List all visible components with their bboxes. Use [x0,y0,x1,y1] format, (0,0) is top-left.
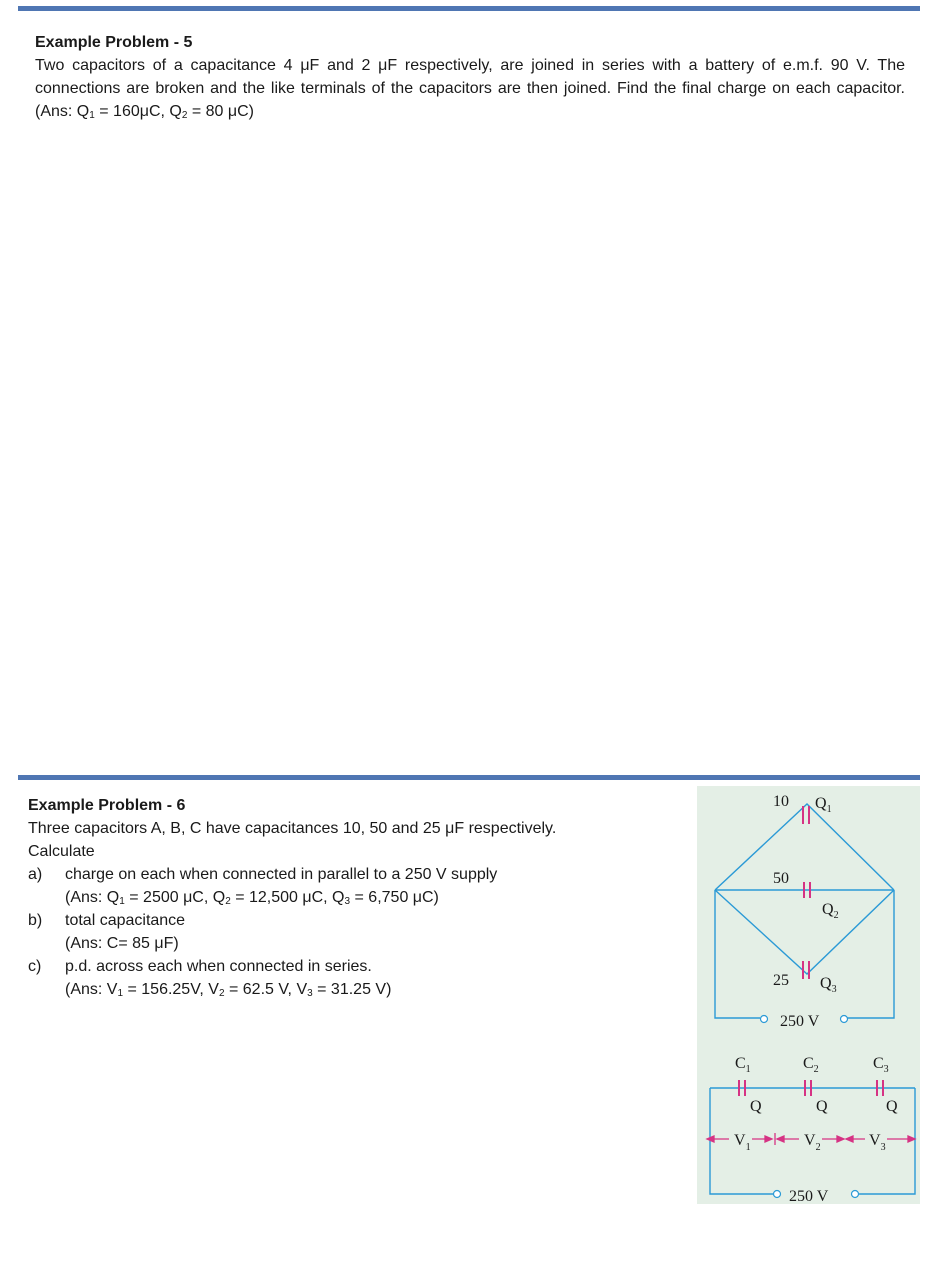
ans-v3: V [296,981,308,998]
wire-bottom [715,890,894,974]
series-labels [734,1055,898,1204]
series-terminal-left [774,1191,781,1198]
ans-q2-sub: 2 [225,896,231,907]
section-divider [18,775,920,780]
ans-q2-value: = 12,500 μC, [230,889,333,906]
ans-v1-value: = 156.25V, [123,981,209,998]
label-10: 10 [773,793,789,810]
ans-q3-value: = 6,750 μC) [350,889,439,906]
item-answer [65,886,668,909]
label-v1 [734,1132,751,1153]
supply-250v-series: 250 V [789,1188,829,1204]
item-text: charge on each when connected in parallel to a 250 V supply [65,866,498,883]
label-q1 [815,795,832,815]
parallel-labels [761,793,848,1030]
v1: V [734,1132,746,1149]
label-c3 [873,1055,889,1075]
v3: V [869,1132,881,1149]
v1-sub: 1 [745,1142,751,1153]
v1-arrowhead-right [765,1136,772,1142]
c1: C [735,1055,746,1072]
q2-sub: 2 [833,910,839,921]
ans-v2-value: = 62.5 V, [224,981,297,998]
label-q-3: Q [886,1098,898,1115]
ans-q1-sub: 1 [89,110,95,121]
problem-6-item-a [28,863,668,909]
c2: C [803,1055,814,1072]
problem-6-item-c [28,955,668,1001]
item-text: p.d. across each when connected in series. [65,958,372,975]
ans-v1-sub: 1 [117,988,124,999]
ans-v3-sub: 3 [307,988,313,999]
label-50: 50 [773,870,789,887]
ans-prefix: (Ans: [65,981,107,998]
ans-v1: V [106,981,118,998]
label-25: 25 [773,972,789,989]
example-problem-6 [28,794,668,1001]
c3: C [873,1055,884,1072]
ans-q1-sub: 1 [119,896,125,907]
item-answer: (Ans: C= 85 μF) [65,935,179,952]
label-q-2: Q [816,1098,828,1115]
example-problem-5 [35,31,905,123]
ans-q2-sub: 2 [181,110,188,121]
v3-arrowhead-right [908,1136,915,1142]
ans-v2: V [208,981,219,998]
label-v2 [804,1132,821,1153]
circuit-diagram [697,786,920,1204]
q3-sub: 3 [831,984,837,995]
problem-6-intro: Three capacitors A, B, C have capacitances 10, 50 and 25 μF respectively. [28,820,557,837]
ans-q1-value: = 160μC, [94,103,170,120]
v2-arrowhead-right [837,1136,844,1142]
series-terminal-right [852,1191,859,1198]
problem-5-statement: Two capacitors of a capacitance 4 μF and 2 μF respectively, are joined in series with a battery of e.m.f. 90 V. The connections are broken and the like terminals of the capacitors are then joined. Find the final charge on each capacitor. (Ans: [35,57,905,120]
supply-250v-parallel: 250 V [780,1013,820,1030]
v3-sub: 3 [880,1142,886,1153]
v2-sub: 2 [815,1142,821,1153]
ans-q3-sub: 3 [344,896,351,907]
label-q-1: Q [750,1098,762,1115]
label-q2 [822,901,839,921]
v2: V [804,1132,816,1149]
ans-q1-label: Q [76,103,90,120]
ans-q1-value: = 2500 μC, [124,889,213,906]
v1-arrowhead-left [707,1136,714,1142]
label-c1 [735,1055,751,1075]
q2: Q [822,901,834,918]
terminal-right [841,1016,848,1023]
parallel-plates [803,806,810,979]
circuit-figure [697,786,920,1204]
ans-q3: Q [332,889,345,906]
label-q3 [820,975,837,995]
top-divider [18,6,920,11]
label-v3 [869,1132,886,1153]
label-c2 [803,1055,819,1075]
q1: Q [815,795,827,812]
c3-sub: 3 [883,1064,889,1075]
terminal-left [761,1016,768,1023]
ans-v2-sub: 2 [218,988,225,999]
wire-left-return [715,890,760,1018]
item-label: b) [28,912,43,929]
c2-sub: 2 [813,1064,819,1075]
item-label: c) [28,958,42,975]
wire-right-return [847,890,894,1018]
ans-prefix: (Ans: [65,889,107,906]
problem-5-text [35,54,905,123]
q3: Q [820,975,832,992]
problem-6-item-b [28,909,668,955]
ans-v3-value: = 31.25 V) [312,981,392,998]
v2-arrowhead-left [777,1136,784,1142]
problem-5-title: Example Problem - 5 [35,34,193,51]
wire-top [715,804,894,890]
item-text: total capacitance [65,912,186,929]
ans-q1: Q [106,889,120,906]
problem-6-calculate: Calculate [28,843,95,860]
v3-arrowhead-left [846,1136,853,1142]
item-label: a) [28,866,43,883]
ans-q2-value: = 80 μC) [187,103,254,120]
ans-q2: Q [212,889,226,906]
parallel-wires [715,804,894,1018]
problem-6-title: Example Problem - 6 [28,797,186,814]
ans-q2-label: Q [169,103,182,120]
item-answer [65,978,668,1001]
c1-sub: 1 [745,1064,751,1075]
q1-sub: 1 [826,804,832,815]
